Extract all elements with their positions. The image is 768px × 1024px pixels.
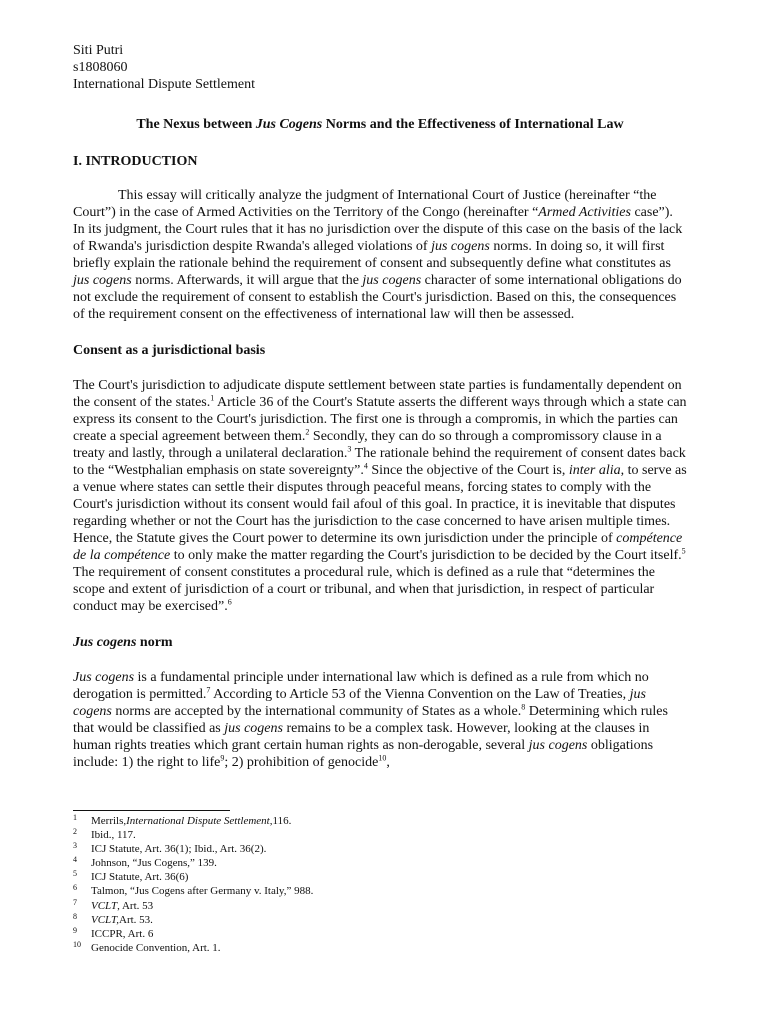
footnote: 6 Talmon, “Jus Cogens after Germany v. Italy,” 988.: [73, 883, 314, 898]
essay-title: The Nexus between Jus Cogens Norms and the Effectiveness of International Law: [136, 117, 624, 132]
course-name: International Dispute Settlement: [73, 77, 255, 92]
footnote: 3 ICJ Statute, Art. 36(1); Ibid., Art. 36(2).: [73, 841, 267, 856]
footnote: 4 Johnson, “Jus Cogens,” 139.: [73, 855, 217, 870]
footnote: 1 Merrils, International Dispute Settlement, 116.: [73, 813, 292, 827]
footnote: 9 ICCPR, Art. 6: [73, 925, 154, 940]
footnote: 8 VCLT, Art. 53.: [73, 911, 153, 926]
footnotes: [73, 814, 573, 955]
footnote-ref[interactable]: 1: [210, 393, 215, 403]
consent-paragraph: The Court's jurisdiction to adjudicate dispute settlement between state parties is fundamentally dependent on the consent of the states.$^1$ Article 36 of the Court's Statute asserts the different ways through which a state can express its consent to the Court's jurisdiction. The first one is through a compromis, in which the parties can create a special agreement between them.$^2$ Secondly, they can do so through a compromissory clause in a treaty and lastly, through a unilateral declaration.$^3$ The rationale behind the requirement of consent dates back to the “Westphalian emphasis on state sovereignty”.$^4$ Since the objective of the Court is, inter alia, to serve as a venue where states can settle their disputes through peaceful means, forcing states to comply with the Court's jurisdiction without its consent would fail afoul of this goal. In practice, it is inevitable that disputes regarding whether or not the Court has the jurisdiction to the case concerned to have arisen multiple times. Hence, the Statute gives the Court power to determine its own jurisdiction under the principle of compétence de la compétence to only make the matter regarding the Court's jurisdiction to be decided by the Court itself.$^5$ The requirement of consent constitutes a procedural rule, which is defined as a rule that “determines the scope and extent of jurisdiction of a court or tribunal, and when that jurisdiction, in respect of particular conduct may be exercised”.$^6$: [73, 378, 687, 614]
subheading-consent: Consent as a jurisdictional basis: [73, 343, 266, 358]
footnote: 10 Genocide Convention, Art. 1.: [73, 939, 221, 954]
footnote-ref[interactable]: 9: [220, 753, 225, 763]
section-heading-introduction: I. INTRODUCTION: [73, 154, 198, 169]
jus-cogens-paragraph: Jus cogens is a fundamental principle under international law which is defined as a rule from which no derogation is permitted.$^7$ According to Article 53 of the Vienna Convention on the Law of Treaties, jus cogens norms are accepted by the international community of States as a whole.$^8$ Determining which rules that would be classified as jus cogens remains to be a complex task. However, looking at the clauses in human rights treaties which grant certain human rights as non-derogable, several jus cogens obligations include: 1) the right to life$^9$; 2) prohibition of genocide$^{10}$,: [73, 670, 668, 770]
footnote: 5 ICJ Statute, Art. 36(6): [73, 869, 189, 884]
footnote: 7 VCLT , Art. 53: [73, 897, 154, 912]
footnote-ref[interactable]: 10: [378, 753, 387, 763]
subheading-jus-cogens: Jus cogens norm: [73, 635, 173, 650]
footnote-ref[interactable]: 7: [206, 685, 211, 695]
footnote: 2 Ibid., 117.: [73, 827, 136, 842]
footnote-ref[interactable]: 2: [305, 427, 310, 437]
footnote-ref[interactable]: 6: [227, 597, 232, 607]
author-name: Siti Putri: [73, 43, 124, 58]
footnote-separator: [73, 810, 230, 811]
introduction-paragraph: This essay will critically analyze the judgment of International Court of Justice (hereinafter “the Court”) in the case of Armed Activities on the Territory of the Congo (hereinafter “Armed Activities case”). In its judgment, the Court rules that it has no jurisdiction over the dispute of this case on the basis of the lack of Rwanda's jurisdiction despite Rwanda's alleged violations of jus cogens norms. In doing so, it will first briefly explain the rationale behind the requirement of consent and subsequently define what constitutes as jus cogens norms. Afterwards, it will argue that the jus cogens character of some international obligations do not exclude the requirement of consent to establish the Court's jurisdiction. Based on this, the consequences of the requirement consent on the effectiveness of international law will then be assessed.: [73, 188, 683, 322]
footnote-ref[interactable]: 5: [681, 546, 686, 556]
footnote-ref[interactable]: 4: [363, 461, 368, 471]
footnote-ref[interactable]: 3: [347, 444, 352, 454]
document-page: [73, 42, 687, 771]
footnote-ref[interactable]: 8: [521, 702, 526, 712]
student-id: s1808060: [73, 60, 128, 75]
